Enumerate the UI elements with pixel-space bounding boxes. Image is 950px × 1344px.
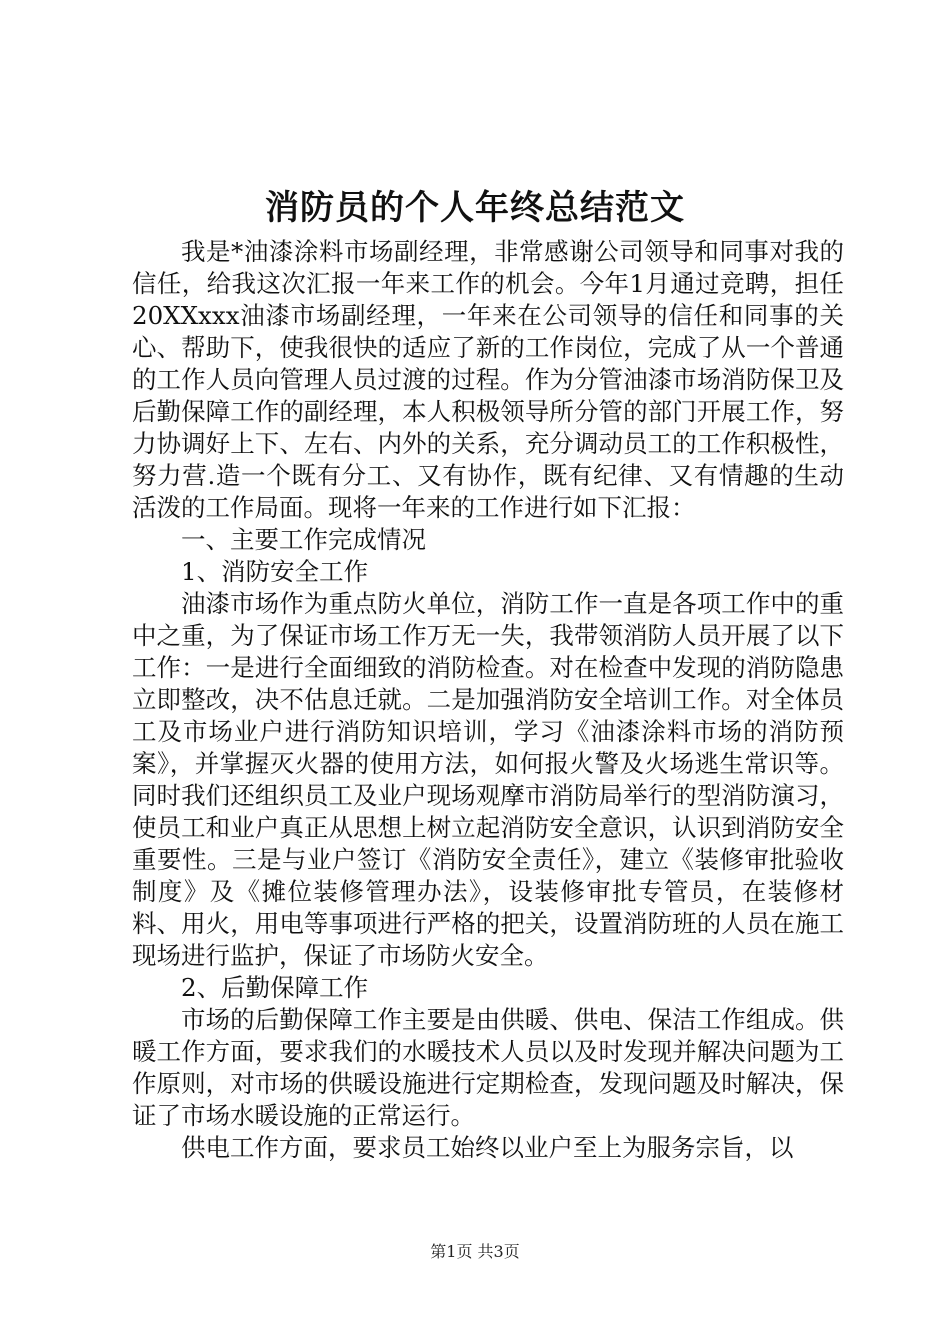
paragraph-logistics: 市场的后勤保障工作主要是由供暖、供电、保洁工作组成。供暖工作方面，要求我们的水暖技术人员以及时发现并解决问题为工作原则，对市场的供暖设施进行定期检查，发现问题及时解决，保证了市场水暖设施的正常运行。: [132, 1005, 844, 1130]
section-heading-main-work: 一、主要工作完成情况: [181, 525, 426, 554]
subsection-heading-fire-safety: 1、消防安全工作: [181, 557, 369, 586]
subsection-heading-logistics: 2、后勤保障工作: [181, 973, 369, 1002]
document-body: [132, 236, 844, 1164]
paragraph-fire-safety: 油漆市场作为重点防火单位，消防工作一直是各项工作中的重中之重，为了保证市场工作万无一失，我带领消防人员开展了以下工作：一是进行全面细致的消防检查。对在检查中发现的消防隐患立即整改，决不估息迁就。二是加强消防安全培训工作。对全体员工及市场业户进行消防知识培训，学习《油漆涂料市场的消防预案》，并掌握灭火器的使用方法，如何报火警及火场逃生常识等。同时我们还组织员工及业户现场观摩市消防局举行的型消防演习，使员工和业户真正从思想上树立起消防安全意识，认识到消防安全重要性。三是与业户签订《消防安全责任》，建立《装修审批验收制度》及《摊位装修管理办法》，设装修审批专管员，在装修材料、用火，用电等事项进行严格的把关，设置消防班的人员在施工现场进行监护，保证了市场防火安全。: [132, 589, 844, 970]
paragraph-intro: 我是*油漆涂料市场副经理，非常感谢公司领导和同事对我的信任，给我这次汇报一年来工作的机会。今年1月通过竞聘，担任20XXxxx油漆市场副经理，一年来在公司领导的信任和同事的关心、帮助下，使我很快的适应了新的工作岗位，完成了从一个普通的工作人员向管理人员过渡的过程。作为分管油漆市场消防保卫及后勤保障工作的副经理，本人积极领导所分管的部门开展工作，努力协调好上下、左右、内外的关系，充分调动员工的工作积极性，努力营.造一个既有分工、又有协作，既有纪律、又有情趣的生动活泼的工作局面。现将一年来的工作进行如下汇报：: [132, 237, 844, 522]
page-number-footer: 第1页 共3页: [430, 1242, 520, 1261]
paragraph-power-supply: 供电工作方面，要求员工始终以业户至上为服务宗旨，以: [181, 1133, 794, 1162]
document-title: 消防员的个人年终总结范文: [265, 188, 685, 228]
